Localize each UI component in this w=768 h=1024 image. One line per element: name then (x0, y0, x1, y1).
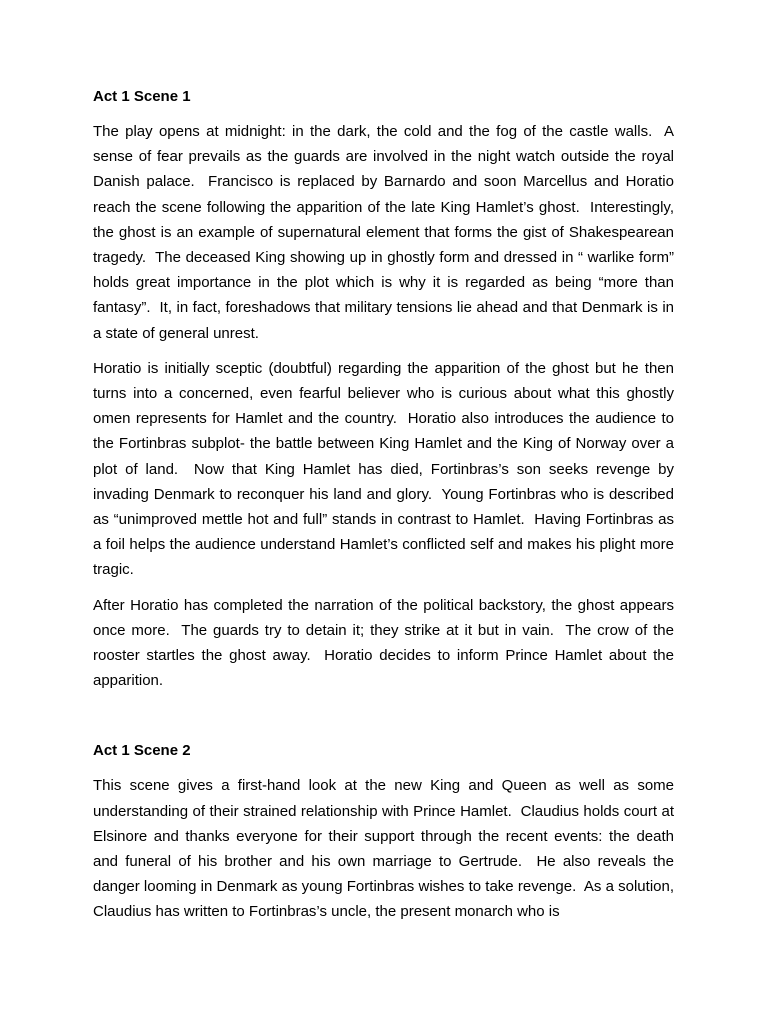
section-act1-scene1 (93, 84, 679, 693)
section-heading: Act 1 Scene 2 (93, 742, 191, 760)
section-act1-scene2 (93, 738, 679, 924)
paragraph: The play opens at midnight: in the dark, the cold and the fog of the castle walls. A sense of fear prevails as the guards are involved in the night watch outside the royal Danish palace. Francisco is replaced by Barnardo and soon Marcellus and Horatio reach the scene following the apparition of the late King Hamlet’s ghost. Interestingly, the ghost is an example of supernatural element that forms the gist of Shakespearean tragedy. The deceased King showing up in ghostly form and dressed in “ warlike form” holds great importance in the plot which is why it is regarded as being “more than fantasy”. It, in fact, foreshadows that military tensions lie ahead and that Denmark is in a state of general unrest. (93, 123, 679, 342)
document-page (93, 84, 679, 935)
paragraph: This scene gives a first-hand look at the new King and Queen as well as some understanding of their strained relationship with Prince Hamlet. Claudius holds court at Elsinore and thanks everyone for their support through the recent events: the death and funeral of his brother and his own marriage to Gertrude. He also reveals the danger looming in Denmark as young Fortinbras wishes to take revenge. As a solution, Claudius has written to Fortinbras’s uncle, the present monarch who is (93, 777, 679, 921)
section-spacer (93, 703, 674, 738)
section-heading: Act 1 Scene 1 (93, 88, 191, 105)
paragraph: Horatio is initially sceptic (doubtful) regarding the apparition of the ghost but he then turns into a concerned, even fearful believer who is curious about what this ghostly omen represents for Hamlet and the country. Horatio also introduces the audience to the Fortinbras subplot- the battle between King Hamlet and the King of Norway over a plot of land. Now that King Hamlet has died, Fortinbras’s son seeks revenge by invading Denmark to reconquer his land and glory. Young Fortinbras who is described as “unimproved mettle hot and full” stands in contrast to Hamlet. Having Fortinbras as a foil helps the audience understand Hamlet’s conflicted self and makes his plight more tragic. (93, 359, 679, 579)
paragraph: After Horatio has completed the narration of the political backstory, the ghost appears once more. The guards try to detain it; they strike at it but in vain. The crow of the rooster startles the ghost away. Horatio decides to inform Prince Hamlet about the apparition. (93, 596, 679, 690)
